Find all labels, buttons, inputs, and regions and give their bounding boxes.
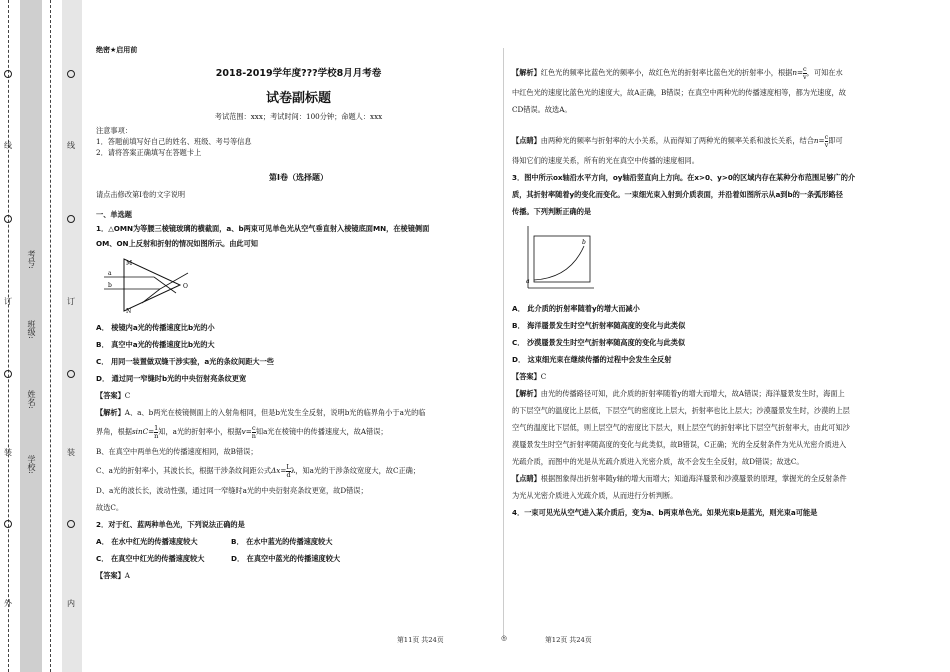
answer-label: 【答案】 xyxy=(96,391,125,400)
binding-char: 订 xyxy=(67,297,75,306)
prism-figure xyxy=(102,255,222,315)
analysis-text: 光疏介质，而图中的光是从光疏介质进入光密介质，故不会发生全反射，故D错误；故选C。 xyxy=(512,457,804,466)
page-number-left: 第11页 共24页 xyxy=(397,636,444,644)
binding-char: 装 xyxy=(4,448,12,457)
denominator: n xyxy=(251,431,256,440)
fig-label: a xyxy=(526,278,530,285)
answer-value: C xyxy=(124,391,131,400)
comment-text: 由两种光的频率与折射率的大小关系，从而得知了两种光的频率关系和波长关系，结合 xyxy=(540,136,814,145)
option: B． 海洋蜃景发生时空气折射率随高度的变化与此类似 xyxy=(512,321,686,330)
fig-label: M xyxy=(126,260,133,267)
numerator: c xyxy=(252,423,256,432)
comment-text: 得知它们的速度关系，所有的光在真空中传播的速度相同。 xyxy=(512,156,699,165)
formula: Δx= xyxy=(271,466,287,475)
formula: n= xyxy=(792,68,803,77)
notice-item: 2．请将答案正确填写在答题卡上 xyxy=(96,148,202,157)
question-stem: OM、ON上反射和折射的情况如图所示。由此可知 xyxy=(96,239,258,248)
comment-label: 【点睛】 xyxy=(512,136,541,145)
binding-char: 订 xyxy=(4,297,12,306)
page-number-right: 第12页 共24页 xyxy=(545,636,592,644)
binding-hole-icon xyxy=(67,520,75,528)
section-title: 第Ⅰ卷（选择题） xyxy=(269,173,328,182)
analysis-text: C、a光的折射率小，其波长长，根据干涉条纹间距公式 xyxy=(96,466,272,475)
comment-text: 根据图象得出折射率随y轴的增大而增大；知道海洋蜃景和沙漠蜃景的原理，掌握光的全反射条件 xyxy=(540,474,847,483)
question-stem: 1．△OMN为等腰三棱镜玻璃的横截面，a、b两束可见单色光从空气垂直射入棱镜底面MN，在棱镜侧面 xyxy=(96,224,430,233)
question-stem: 传播。下列判断正确的是 xyxy=(512,207,592,216)
analysis-text: 知a光在棱镜中的传播速度大，故A错误； xyxy=(255,427,388,436)
id-field-label: 考号: xyxy=(27,250,36,269)
binding-hole-icon xyxy=(67,215,75,223)
binding-char: 装 xyxy=(67,448,75,457)
binding-hole-icon xyxy=(4,520,12,528)
denominator: d xyxy=(286,470,291,479)
left-page xyxy=(96,45,501,584)
binding-char: 内 xyxy=(67,599,75,608)
dashed-cut-line xyxy=(50,0,51,672)
question-stem: 2．对于红、蓝两种单色光，下列说法正确的是 xyxy=(96,520,245,529)
analysis-text: λ，知a光的干涉条纹宽度大，故C正确； xyxy=(290,466,421,475)
numerator: c xyxy=(824,132,829,141)
formula: sinC= xyxy=(131,427,155,436)
analysis-text: 空气的温度比下层低，则上层空气的密度比下层大，则上层空气的折射率比下层空气折射率大，由此可知沙 xyxy=(512,423,850,432)
secret-label: 绝密★启用前 xyxy=(96,46,138,54)
analysis-label: 【解析】 xyxy=(96,408,125,417)
answer-label: 【答案】 xyxy=(96,571,125,580)
analysis-text: 知，a光的折射率小，根据 xyxy=(158,427,242,436)
binding-char: 线 xyxy=(67,141,75,150)
answer-value: C xyxy=(540,372,547,381)
name-field-label: 姓名: xyxy=(27,390,36,409)
question-stem: 4．一束可见光从空气进入某介质后，变为a、b两束单色光。如果光束b是蓝光，则光束a可能是 xyxy=(512,508,818,517)
fig-label: b xyxy=(108,282,112,289)
analysis-text: 红色光的频率比蓝色光的频率小，故红色光的折射率比蓝色光的折射率小，根据 xyxy=(540,68,793,77)
analysis-text: B、在真空中两单色光的传播速度相同，故B错误； xyxy=(96,447,258,456)
exam-subtitle: 试卷副标题 xyxy=(265,91,331,106)
school-field-label: 学校: xyxy=(27,455,36,474)
binding-hole-icon xyxy=(4,370,12,378)
numerator: L xyxy=(286,462,291,471)
option: D． 在真空中蓝光的传播速度较大 xyxy=(231,554,341,563)
option: C． 用同一装置做双缝干涉实验，a光的条纹间距大一些 xyxy=(96,357,274,366)
fig-label: b xyxy=(582,239,586,246)
question-stem: 3．图中所示ox轴沿水平方向，oy轴沿竖直向上方向。在x>0、y>0的区域内存在某种分布范围足够广的介 xyxy=(512,173,856,182)
comment-text: 即可 xyxy=(828,136,843,145)
analysis-line xyxy=(96,421,501,443)
exam-info: 考试范围：xxx；考试时间：100分钟；命题人：xxx xyxy=(214,112,383,121)
analysis-line xyxy=(96,460,501,482)
option: B． 在水中蓝光的传播速度较大 xyxy=(231,537,333,546)
denominator: n xyxy=(154,431,159,440)
analysis-text: 中红色光的速度比蓝色光的速度大，故A正确，B错误；在真空中两种光的传播速度相等，都为光速度，故 xyxy=(512,88,846,97)
column-divider xyxy=(503,48,504,638)
binding-hole-icon xyxy=(67,370,75,378)
notice-heading: 注意事项： xyxy=(96,126,132,135)
comment-text: 为光从光密介质进入光疏介质，从而进行分析判断。 xyxy=(512,491,678,500)
analysis-line xyxy=(512,62,917,84)
analysis-text: A、a、b两光在棱镜侧面上的入射角相同，但是b光发生全反射，说明b光的临界角小于a光的临 xyxy=(124,408,426,417)
binding-hole-icon xyxy=(4,215,12,223)
notice-item: 1．答题前填写好自己的姓名、班级、考号等信息 xyxy=(96,137,252,146)
analysis-label: 【解析】 xyxy=(512,68,541,77)
section-hint: 请点击修改第I卷的文字说明 xyxy=(96,190,186,199)
analysis-text: 的下层空气的温度比上层低，下层空气的密度比上层大，折射率也比上层大；沙漠蜃景发生时，沙漠的上层 xyxy=(512,406,850,415)
analysis-text: 由光的传播路径可知，此介质的折射率随着y的增大而增大，故A错误；海洋蜃景发生时，海面上 xyxy=(540,389,845,398)
option: C． 在真空中红光的传播速度较大 xyxy=(96,554,205,563)
numerator: c xyxy=(803,64,807,73)
analysis-text: ，可知在水 xyxy=(806,68,843,77)
binding-strip-inner xyxy=(62,0,82,672)
fig-label: O xyxy=(183,283,188,290)
class-field-label: 班级: xyxy=(27,320,36,339)
analysis-text: D、a光的波长长，波动性强，通过同一窄缝时a光的中央衍射亮条纹更宽，故D错误； xyxy=(96,486,368,495)
option: A． 棱镜内a光的传播速度比b光的小 xyxy=(96,323,215,332)
binding-char: 线 xyxy=(4,141,12,150)
binding-char: 外 xyxy=(4,599,12,608)
answer-value: A xyxy=(124,571,130,580)
option: C． 沙漠蜃景发生时空气折射率随高度的变化与此类似 xyxy=(512,338,686,347)
option: A． 此介质的折射率随着y的增大而减小 xyxy=(512,304,640,313)
exam-title: 2018-2019学年度???学校8月月考卷 xyxy=(215,68,382,79)
right-page xyxy=(512,62,917,521)
formula: n= xyxy=(813,136,825,145)
binding-hole-icon xyxy=(4,70,12,78)
binding-margin xyxy=(0,0,84,672)
question-stem: 质，其折射率随着y的变化而变化。一束细光束入射到介质表面，并沿着如图所示从a到b的一条弧形路径 xyxy=(512,190,843,199)
fig-label: N xyxy=(126,308,132,315)
analysis-text: CD错误。故选A。 xyxy=(512,105,572,114)
analysis-text: 漠蜃景发生时空气折射率随高度的变化与此类似，故B错误，C正确；光的全反射条件为光从光密介质进入 xyxy=(512,440,847,449)
comment-line xyxy=(512,130,917,152)
formula: v= xyxy=(241,427,252,436)
denominator: v xyxy=(803,72,807,81)
comment-label: 【点睛】 xyxy=(512,474,541,483)
option: B． 真空中a光的传播速度比b光的大 xyxy=(96,340,215,349)
answer-label: 【答案】 xyxy=(512,372,541,381)
option: A． 在水中红光的传播速度较大 xyxy=(96,537,198,546)
option: D． 通过同一窄缝时b光的中央衍射亮条纹更宽 xyxy=(96,374,247,383)
footer-mark: ◎ xyxy=(501,634,507,642)
fig-label: a xyxy=(108,270,112,277)
numerator: 1 xyxy=(154,423,159,432)
binding-hole-icon xyxy=(67,70,75,78)
analysis-text: 界角，根据 xyxy=(96,427,132,436)
part-heading: 一、单选题 xyxy=(96,210,132,219)
analysis-text: 故选C。 xyxy=(96,503,124,512)
option: D． 这束细光束在继续传播的过程中会发生全反射 xyxy=(512,355,672,364)
analysis-label: 【解析】 xyxy=(512,389,541,398)
refraction-path-figure xyxy=(518,222,598,294)
denominator: v xyxy=(824,140,829,149)
dashed-cut-line xyxy=(8,0,9,672)
